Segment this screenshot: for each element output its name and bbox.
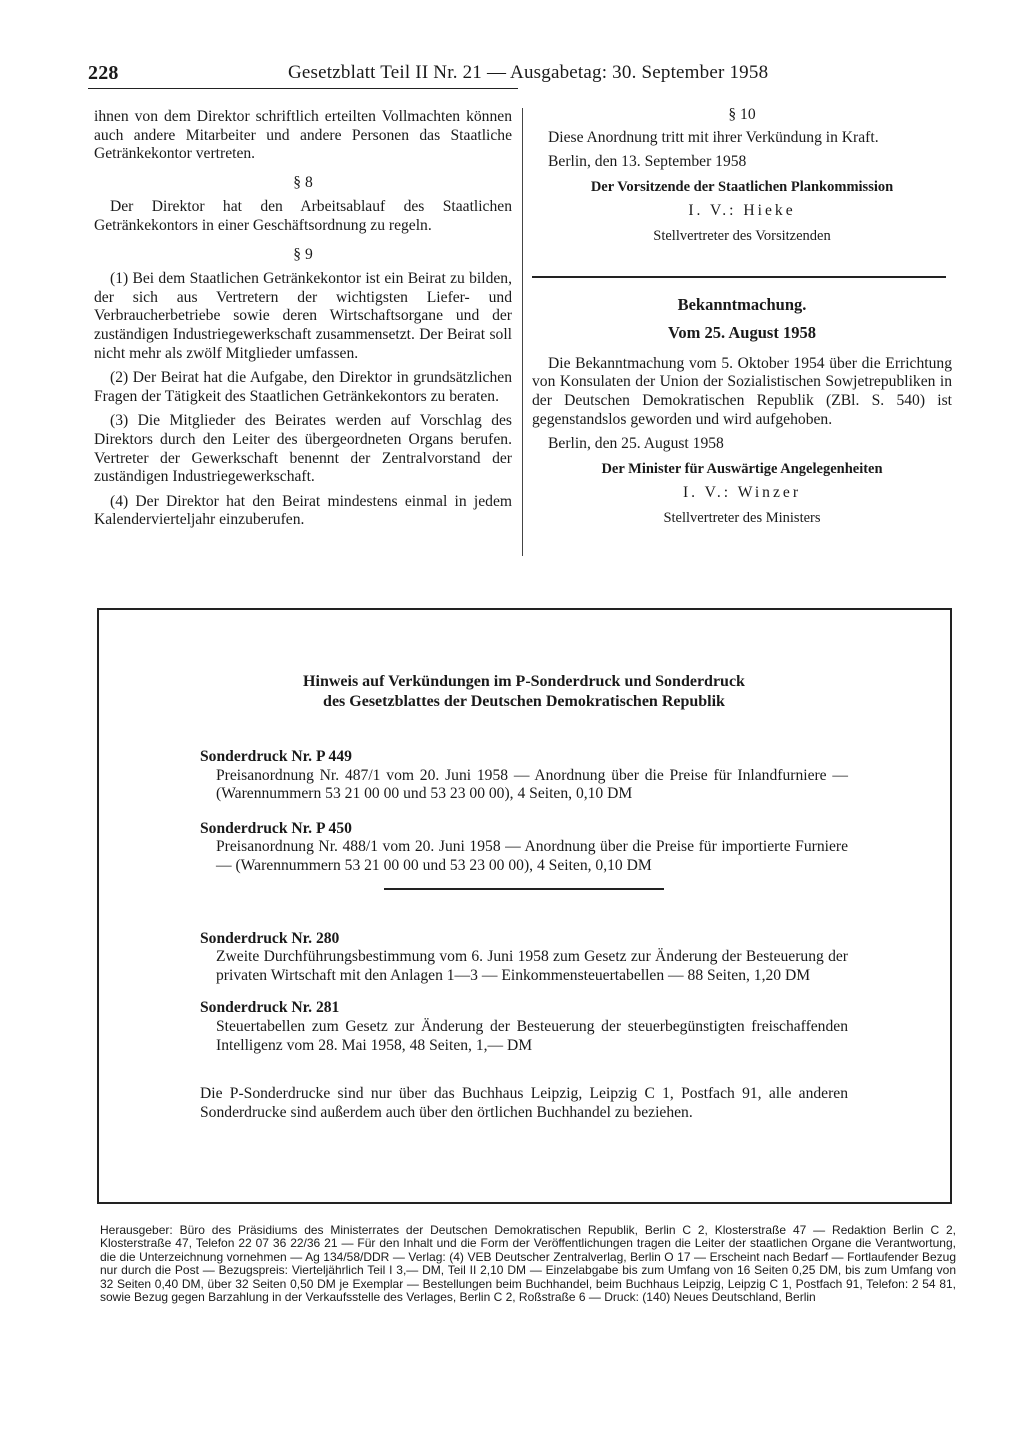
right-column	[532, 106, 952, 528]
intro-paragraph: ihnen von dem Direktor schriftlich erteilten Vollmachten können auch andere Mitarbeiter und andere Personen das Staatliche Getränkekontor vertreten.	[94, 108, 512, 163]
sonderdruck-text: Preisanordnung Nr. 487/1 vom 20. Juni 1958 — Anordnung über die Preise für Inlandfurniere — (Warennummern 53 21 00 00 und 53 23 00 00), 4 Seiten, 0,10 DM	[216, 766, 848, 803]
publisher-imprint: Herausgeber: Büro des Präsidiums des Ministerrates der Deutschen Demokratischen Republik, Berlin C 2, Klosterstraße 47 — Redaktion Berlin C 2, Klosterstraße 47, Telefon 22 07 36 22/36 21 — Für den Inhalt und die Form der Veröffentlichungen tragen die Leiter der staatlichen Organe die Verantwortung, die die Unterzeichnung vornehmen — Ag 134/58/DDR — Verlag: (4) VEB Deutscher Zentralverlag, Berlin O 17 — Erscheint nach Bedarf — Fortlaufender Bezug nur durch die Post — Bezugspreis: Vierteljährlich Teil I 3,— DM, Teil II 2,10 DM — Einzelabgabe bis zum Umfang von 16 Seiten 0,25 DM, bis zum Umfang von 32 Seiten 0,40 DM, über 32 Seiten 0,50 DM je Exemplar — Bestellungen beim Buchhandel, beim Buchhaus Leipzig, Leipzig C 1, Postfach 91, Telefon: 2 54 81, sowie Bezug gegen Barzahlung in der Verkaufsstelle des Verlages, Berlin C 2, Roßstraße 6 — Druck: (140) Neues Deutschland, Berlin	[100, 1223, 956, 1305]
page-number: 228	[88, 62, 119, 84]
section-8-heading: § 8	[293, 173, 313, 191]
signer-2-name: I. V.: Winzer	[682, 484, 802, 502]
column-divider	[522, 108, 523, 556]
notice-title: Bekanntmachung.	[677, 294, 807, 314]
section-9-paragraph-1: (1) Bei dem Staatlichen Getränkekontor ist ein Beirat zu bilden, der sich aus Vertretern der wichtigsten Liefer- und Verbraucherbetriebe sowie deren Wirtschaftsorgane und der zuständigen Industriegewerkschaft zusammensetzt. Der Beirat soll nicht mehr als zwölf Mitglieder umfassen.	[94, 270, 512, 362]
sonderdruck-title: Sonderdruck Nr. P 450	[200, 819, 352, 837]
notice-text: Die Bekanntmachung vom 5. Oktober 1954 über die Errichtung von Konsulaten der Union der Sozialistischen Sowjetrepubliken in der Deutschen Demokratischen Republik (ZBl. S. 540) ist gegenstandslos geworden und wird aufgehoben.	[532, 354, 952, 428]
section-10-heading: § 10	[728, 106, 756, 123]
section-9-paragraph-2: (2) Der Beirat hat die Aufgabe, den Direktor in grundsätzlichen Fragen der Tätigkeit des Staatlichen Getränkekontors zu beraten.	[94, 369, 512, 405]
sonderdruck-title: Sonderdruck Nr. 281	[200, 999, 340, 1017]
sonderdruck-title: Sonderdruck Nr. 280	[200, 929, 340, 947]
right-column-rule	[532, 276, 946, 278]
signer-1-name: I. V.: Hieke	[688, 202, 796, 220]
box-heading-line-2: des Gesetzblattes der Deutschen Demokratischen Republik	[323, 693, 725, 710]
sonderdruck-title: Sonderdruck Nr. P 449	[200, 748, 352, 765]
date-line-1: Berlin, den 13. September 1958	[548, 153, 747, 171]
box-divider-rule	[384, 888, 664, 890]
sonderdruck-text: Steuertabellen zum Gesetz zur Änderung der Besteuerung der steuerbegünstigten freischaffenden Intelligenz vom 28. Mai 1958, 48 Seiten, 1,— DM	[216, 1017, 848, 1054]
left-column	[94, 108, 512, 530]
section-9-heading: § 9	[293, 245, 313, 263]
box-closing-text: Die P-Sonderdrucke sind nur über das Buchhaus Leipzig, Leipzig C 1, Postfach 91, alle anderen Sonderdrucke sind außerdem auch über den örtlichen Buchhandel zu beziehen.	[200, 1085, 848, 1121]
sonderdruck-text: Zweite Durchführungsbestimmung vom 6. Juni 1958 zum Gesetz zur Änderung der Besteuerung der privaten Wirtschaft mit den Anlagen 1—3 — Einkommensteuertabellen — 88 Seiten, 1,20 DM	[216, 948, 848, 984]
signer-2-title: Der Minister für Auswärtige Angelegenheiten	[601, 460, 883, 477]
section-9-paragraph-4: (4) Der Direktor hat den Beirat mindestens einmal in jedem Kalendervierteljahr einzuberufen.	[94, 492, 512, 529]
date-line-2: Berlin, den 25. August 1958	[548, 435, 724, 453]
section-8-text: Der Direktor hat den Arbeitsablauf des Staatlichen Getränkekontors in einer Geschäftsordnung zu regeln.	[94, 198, 512, 234]
notice-box-content	[200, 672, 848, 1122]
notice-date: Vom 25. August 1958	[668, 323, 816, 343]
sonderdruck-text: Preisanordnung Nr. 488/1 vom 20. Juni 1958 — Anordnung über die Preise für importierte Furniere — (Warennummern 53 21 00 00 und 53 23 00 00), 4 Seiten, 0,10 DM	[216, 838, 848, 874]
page-header	[88, 58, 788, 88]
header-rule	[88, 88, 518, 89]
section-10-text: Diese Anordnung tritt mit ihrer Verkündung in Kraft.	[548, 128, 879, 146]
signer-1-title: Der Vorsitzende der Staatlichen Plankommission	[590, 178, 894, 195]
section-9-paragraph-3: (3) Die Mitglieder des Beirates werden auf Vorschlag des Direktors durch den Leiter des übergeordneten Organs berufen. Vertreter der Gewerkschaft benennt der Zentralvorstand der zuständigen Industriegewerkschaft.	[94, 412, 512, 486]
header-title: Gesetzblatt Teil II Nr. 21 — Ausgabetag: 30. September 1958	[288, 62, 769, 83]
signer-2-role: Stellvertreter des Ministers	[663, 509, 821, 526]
signer-1-role: Stellvertreter des Vorsitzenden	[653, 227, 831, 244]
box-heading-line-1: Hinweis auf Verkündungen im P-Sonderdruck und Sonderdruck	[303, 673, 745, 690]
